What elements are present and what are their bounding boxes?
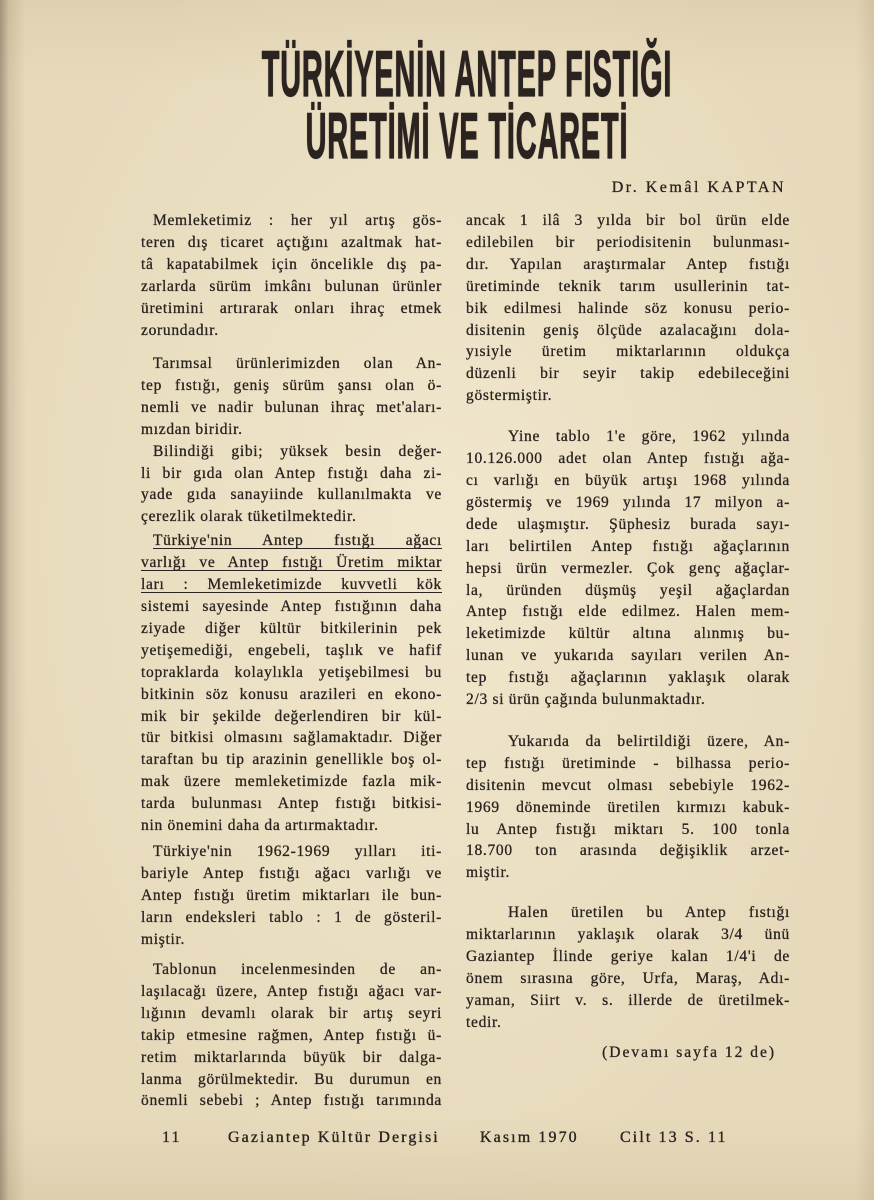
text-line: lanma görülmektedir. Bu durumun en — [141, 1070, 442, 1088]
text-line: Antep fıstığı üretim miktarları ile bun- — [141, 886, 442, 904]
article-title-line-1: TÜRKİYENİN ANTEP FISTIĞI — [261, 38, 673, 112]
text-line: göstermiştir. — [466, 387, 553, 405]
text-line: dede ulaşmıştır. Şüphesiz burada sayı- — [466, 515, 790, 533]
text-line: leketimizde kültür altına alınmış bu- — [466, 625, 790, 643]
text-line: hepsi ürün vermezler. Çok genç ağaçlar- — [466, 559, 790, 577]
text-line: lığının devamlı olarak bir artış seyri — [141, 1004, 442, 1022]
text-line: tep fıstığı ağaçlarının yaklaşık olarak — [466, 669, 790, 687]
text-line: Tablonun incelenmesinden de an- — [153, 961, 442, 978]
text-line: ancak 1 ilâ 3 yılda bir bol ürün elde — [466, 212, 790, 229]
paragraph — [141, 959, 442, 1112]
text-line: Türkiye'nin Antep fıstığı ağacı — [153, 532, 442, 550]
text-line: 1969 döneminde üretilen kırmızı kabuk- — [466, 798, 790, 816]
paragraph — [466, 731, 790, 884]
text-line: nin önemini daha da artırmaktadır. — [141, 817, 379, 835]
author-byline: Dr. Kemâl KAPTAN — [611, 179, 786, 196]
text-line: 18.700 ton arasında değişiklik arzet- — [466, 842, 790, 860]
text-line: zorundadır. — [141, 321, 219, 339]
text-line: laşılacağı üzere, Antep fıstığı ağacı var- — [141, 982, 442, 1000]
text-line: lu Antep fıstığı miktarı 5. 100 tonla — [466, 820, 790, 838]
paragraph-continued — [466, 210, 790, 407]
volume-issue: Cilt 13 S. 11 — [620, 1129, 728, 1146]
text-line: takip etmesine rağmen, Antep fıstığı ü- — [141, 1026, 442, 1044]
text-line: çerezlik olarak tüketilmektedir. — [141, 508, 357, 526]
text-line: Türkiye'nin 1962-1969 yılları iti- — [153, 842, 442, 860]
text-line: disitenin geniş ölçüde azalacağını dola- — [466, 321, 790, 339]
text-line: yaman, Siirt v. s. illerde de üretilmek- — [466, 991, 790, 1009]
text-line: tep fıstığı, geniş sürüm şansı olan ö- — [141, 376, 442, 394]
text-line: edilebilen bir periodisitenin bulunması- — [466, 233, 790, 251]
text-line: ları belirtilen Antep fıstığı ağaçlarının — [466, 537, 790, 555]
text-line: lunan ve yukarıda sayıları verilen An- — [466, 647, 790, 665]
text-line: zarlarda sürüm imkânı bulunan ürünler — [141, 277, 442, 295]
text-line: miştir. — [141, 930, 186, 948]
text-line: Tarımsal ürünlerimizden olan An- — [153, 355, 442, 373]
text-line: Memleketimiz : her yıl artış gös- — [153, 212, 442, 229]
text-line: disitenin mevcut olması sebebiyle 1962- — [466, 776, 790, 794]
text-line: ziyade diğer kültür bitkilerinin pek — [141, 619, 442, 637]
paragraph — [141, 441, 442, 529]
text-line: bariyle Antep fıstığı ağacı varlığı ve — [141, 864, 442, 882]
text-line: 2/3 si ürün çağında bulunmaktadır. — [466, 691, 706, 709]
text-line: yısiyle üretim miktarlarının oldukça — [466, 343, 790, 361]
paragraph-with-underlined-heading — [141, 530, 442, 837]
text-line: sistemi sayesinde Antep fıstığının daha — [141, 598, 442, 615]
text-line: Antep fıstığı elde edilmez. Halen mem- — [466, 603, 790, 621]
text-line: mızdan biridir. — [141, 420, 243, 438]
text-line: li bir gıda olan Antep fıstığı daha zi- — [141, 464, 442, 482]
issue-date: Kasım 1970 — [480, 1129, 579, 1146]
text-line: varlığı ve Antep fıstığı Üretim miktar — [141, 554, 442, 572]
text-line: cı varlığı en büyük artışı 1968 yılında — [466, 471, 790, 489]
text-line: tâ kapatabilmek için öncelikle dış pa- — [141, 255, 442, 273]
text-line: bik edilmesi halinde söz konusu perio- — [466, 299, 790, 317]
text-line: üretiminde teknik tarım usullerinin tat- — [466, 277, 790, 295]
text-line: 10.126.000 adet olan Antep fıstığı ağa- — [466, 450, 790, 468]
article-title-line-2: ÜRETİMİ VE TİCARETİ — [305, 100, 629, 174]
text-line: topraklarda kolaylıkla yetişebilmesi bu — [141, 663, 442, 681]
text-line: retim miktarlarında büyük bir dalga- — [141, 1048, 442, 1066]
text-line: Yine tablo 1'e göre, 1962 yılında — [508, 428, 790, 446]
text-line: mik bir şekilde değerlendiren bir kül- — [141, 707, 442, 725]
text-line: Gaziantep İlinde geriye kalan 1/4'i de — [466, 948, 790, 966]
paragraph — [466, 902, 790, 1033]
text-line: bitkinin söz konusu arazileri en ekono- — [141, 685, 442, 703]
text-line: tedir. — [466, 1013, 502, 1031]
left-column — [141, 210, 442, 1112]
text-line: Halen üretilen bu Antep fıstığı — [508, 904, 790, 922]
paragraph — [141, 841, 442, 951]
text-line: yade gıda sanayiinde kullanılmakta ve — [141, 486, 442, 504]
text-line: Bilindiği gibi; yüksek besin değer- — [153, 442, 442, 460]
text-line: la, üründen düşmüş yeşil ağaçlardan — [466, 581, 790, 599]
text-line: ları : Memleketimizde kuvvetli kök — [141, 576, 442, 594]
text-line: nemli ve nadir bulunan ihraç met'aları- — [141, 398, 442, 416]
text-line: üretimini artırarak onları ihraç etmek — [141, 299, 442, 317]
text-line: mak üzere memleketimizde fazla mik- — [141, 773, 442, 791]
text-line: Yukarıda da belirtildiği üzere, An- — [508, 732, 790, 750]
page-number: 11 — [162, 1129, 182, 1146]
text-line: düzenli bir seyir takip edebileceğini — [466, 365, 790, 383]
text-line: tep fıstığı üretiminde - bilhassa perio- — [466, 754, 790, 772]
paragraph — [141, 353, 442, 441]
text-line: dır. Yapılan araştırmalar Antep fıstığı — [466, 255, 790, 273]
text-line: miktarlarının yaklaşık olarak 3/4 ünü — [466, 926, 790, 944]
text-line: tarda bulunması Antep fıstığı bitkisi- — [141, 795, 442, 813]
text-line: taraftan bu tip arazinin genellikle boş ol- — [141, 751, 442, 769]
text-line: önem sırasına göre, Urfa, Maraş, Adı- — [466, 970, 790, 987]
text-line: teren dış ticaret açtığını azaltmak hat- — [141, 233, 442, 251]
magazine-name: Gaziantep Kültür Dergisi — [228, 1129, 440, 1146]
text-line: göstermiş ve 1969 yılında 17 milyon a- — [466, 493, 790, 511]
right-column — [466, 210, 790, 1064]
text-line: önemli sebebi ; Antep fıstığı tarımında — [141, 1092, 442, 1110]
paragraph — [466, 426, 790, 711]
continued-on-page-note: (Devamı sayfa 12 de) — [602, 1043, 776, 1061]
text-line: ların endeksleri tablo : 1 de gösteril- — [141, 908, 442, 926]
text-line: tür bitkisi olmasını sağlamaktadır. Diğer — [141, 729, 442, 747]
paragraph — [141, 210, 442, 341]
text-line: miştir. — [466, 864, 511, 882]
text-line: yetişemediği, engebeli, taşlık ve hafif — [141, 641, 442, 659]
